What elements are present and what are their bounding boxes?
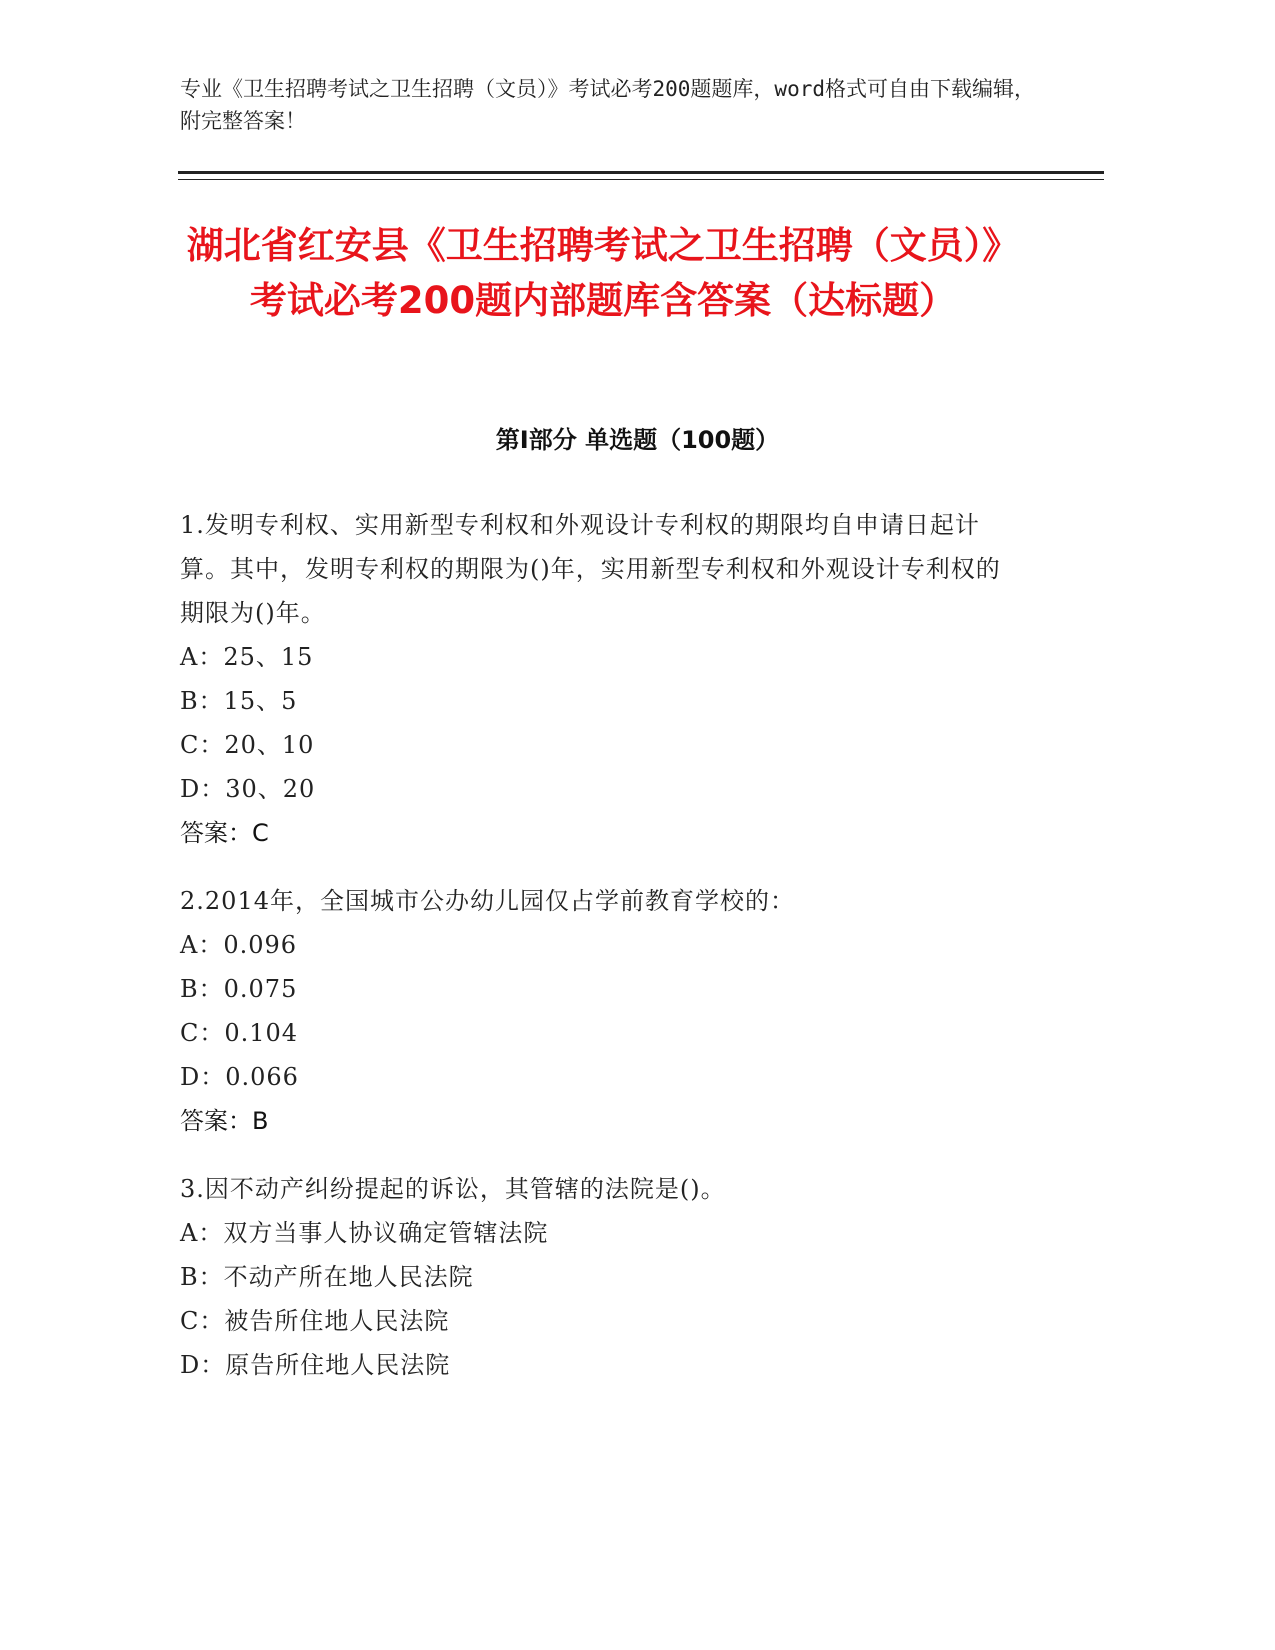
option-b: B：0.075 <box>180 975 298 1003</box>
question-1 <box>180 503 1020 855</box>
option-c: C：20、10 <box>180 731 315 759</box>
question-stem: 2.2014年，全国城市公办幼儿园仅占学前教育学校的： <box>180 887 795 915</box>
question-stem: 3.因不动产纠纷提起的诉讼，其管辖的法院是()。 <box>180 1175 726 1203</box>
option-c: C：0.104 <box>180 1019 299 1047</box>
question-stem: 1.发明专利权、实用新型专利权和外观设计专利权的期限均自申请日起计算。其中，发明专利权的期限为()年，实用新型专利权和外观设计专利权的期限为()年。 <box>180 511 1001 627</box>
option-d: D：0.066 <box>180 1063 299 1091</box>
option-b: B：15、5 <box>180 687 298 715</box>
option-a: A：双方当事人协议确定管辖法院 <box>180 1219 549 1247</box>
header-rule-thin <box>178 179 1104 180</box>
option-b: B：不动产所在地人民法院 <box>180 1263 474 1291</box>
option-a: A：25、15 <box>180 643 314 671</box>
question-2 <box>180 879 1020 1143</box>
section-heading: 第I部分 单选题（100题） <box>495 426 780 454</box>
option-a: A：0.096 <box>180 931 298 959</box>
header-rule-thick <box>178 171 1104 174</box>
answer: 答案：C <box>180 819 269 847</box>
document-title: 湖北省红安县《卫生招聘考试之卫生招聘（文员）》考试必考200题内部题库含答案（达标题） <box>186 224 1020 322</box>
question-3 <box>180 1167 1020 1387</box>
question-list <box>180 503 1020 1411</box>
option-c: C：被告所住地人民法院 <box>180 1307 450 1335</box>
option-d: D：30、20 <box>180 775 316 803</box>
answer: 答案：B <box>180 1107 269 1135</box>
option-d: D：原告所住地人民法院 <box>180 1351 451 1379</box>
header-note: 专业《卫生招聘考试之卫生招聘（文员）》考试必考200题题库，word格式可自由下载编辑，附完整答案！ <box>180 77 1035 133</box>
